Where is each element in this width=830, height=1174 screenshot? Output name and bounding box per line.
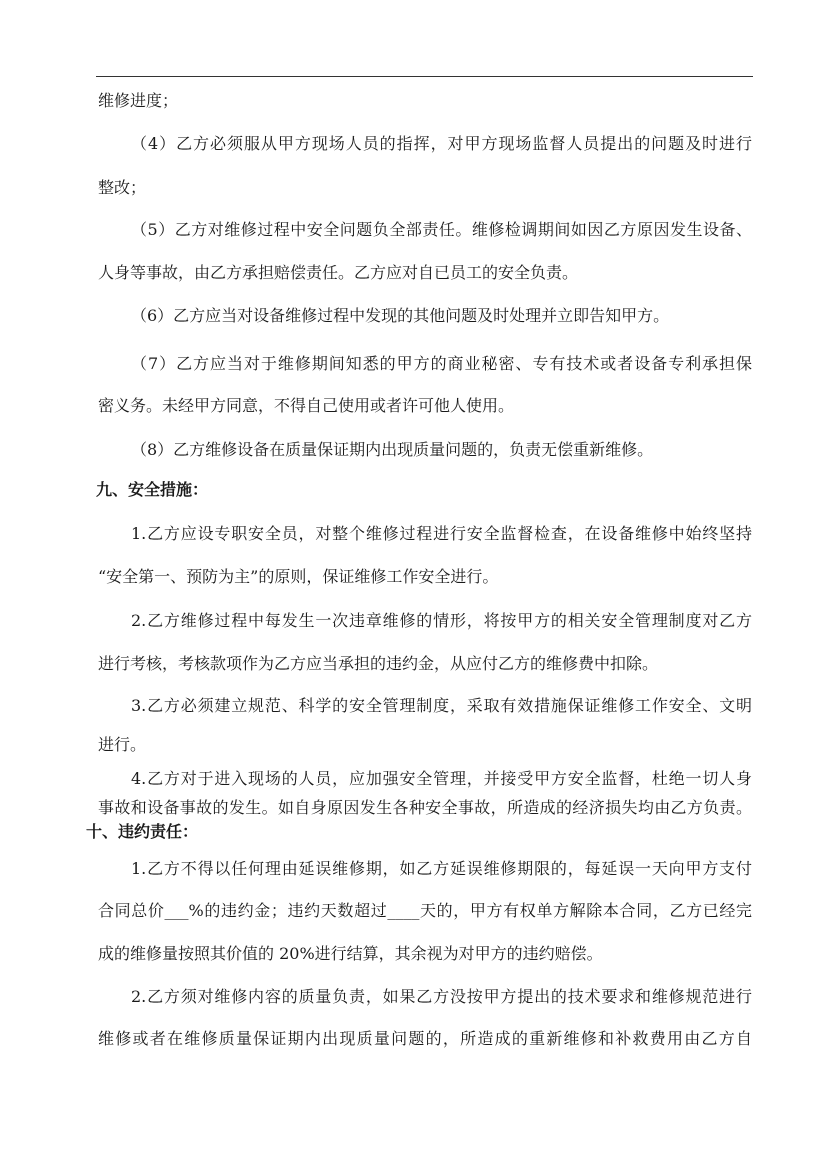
clause-5: （5）乙方对维修过程中安全问题负全部责任。维修检调期间如因乙方原因发生设备、 bbox=[131, 221, 752, 239]
text-line: 人身等事故，由乙方承担赔偿责任。乙方应对自已员工的安全负责。 bbox=[98, 263, 579, 282]
safety-item-3: 3.乙方必须建立规范、科学的安全管理制度，采取有效措施保证维修工作安全、文明 bbox=[131, 697, 752, 715]
safety-item-1: 1.乙方应设专职安全员，对整个维修过程进行安全监督检查，在设备维修中始终坚持 bbox=[131, 525, 752, 543]
text-line: 事故和设备事故的发生。如自身原因发生各种安全事故，所造成的经济损失均由乙方负责。 bbox=[98, 799, 752, 817]
section-heading-safety: 九、安全措施： bbox=[96, 480, 209, 499]
text-line: 密义务。未经甲方同意，不得自己使用或者许可他人使用。 bbox=[98, 396, 515, 415]
text-line: 成的维修量按照其价值的 20%进行结算，其余视为对甲方的违约赔偿。 bbox=[98, 944, 603, 963]
clause-4: （4）乙方必须服从甲方现场人员的指挥，对甲方现场监督人员提出的问题及时进行 bbox=[131, 135, 752, 153]
breach-item-1: 1.乙方不得以任何理由延误维修期，如乙方延误维修期限的，每延误一天向甲方支付 bbox=[131, 860, 752, 878]
section-heading-breach: 十、违约责任： bbox=[86, 822, 199, 841]
text-line: 合同总价___%的违约金；违约天数超过____天的，甲方有权单方解除本合同，乙方已经完 bbox=[98, 902, 752, 920]
text-line: 进行。 bbox=[98, 735, 147, 754]
text-line: “安全第一、预防为主”的原则，保证维修工作安全进行。 bbox=[98, 567, 499, 586]
clause-7: （7）乙方应当对于维修期间知悉的甲方的商业秘密、专有技术或者设备专利承担保 bbox=[131, 355, 752, 373]
clause-8: （8）乙方维修设备在质量保证期内出现质量问题的，负责无偿重新维修。 bbox=[131, 440, 654, 459]
breach-item-2: 2.乙方须对维修内容的质量负责，如果乙方没按甲方提出的技术要求和维修规范进行 bbox=[131, 988, 752, 1006]
clause-6: （6）乙方应当对设备维修过程中发现的其他问题及时处理并立即告知甲方。 bbox=[131, 306, 670, 325]
text-line: 整改； bbox=[98, 178, 147, 197]
text-line: 进行考核，考核款项作为乙方应当承担的违约金，从应付乙方的维修费中扣除。 bbox=[98, 654, 659, 673]
header-rule bbox=[96, 76, 753, 77]
safety-item-2: 2.乙方维修过程中每发生一次违章维修的情形，将按甲方的相关安全管理制度对乙方 bbox=[131, 612, 752, 630]
safety-item-4: 4.乙方对于进入现场的人员，应加强安全管理，并接受甲方安全监督，杜绝一切人身 bbox=[131, 770, 752, 788]
text-line: 维修或者在维修质量保证期内出现质量问题的，所造成的重新维修和补救费用由乙方自 bbox=[98, 1030, 752, 1048]
text-line: 维修进度； bbox=[98, 91, 179, 110]
